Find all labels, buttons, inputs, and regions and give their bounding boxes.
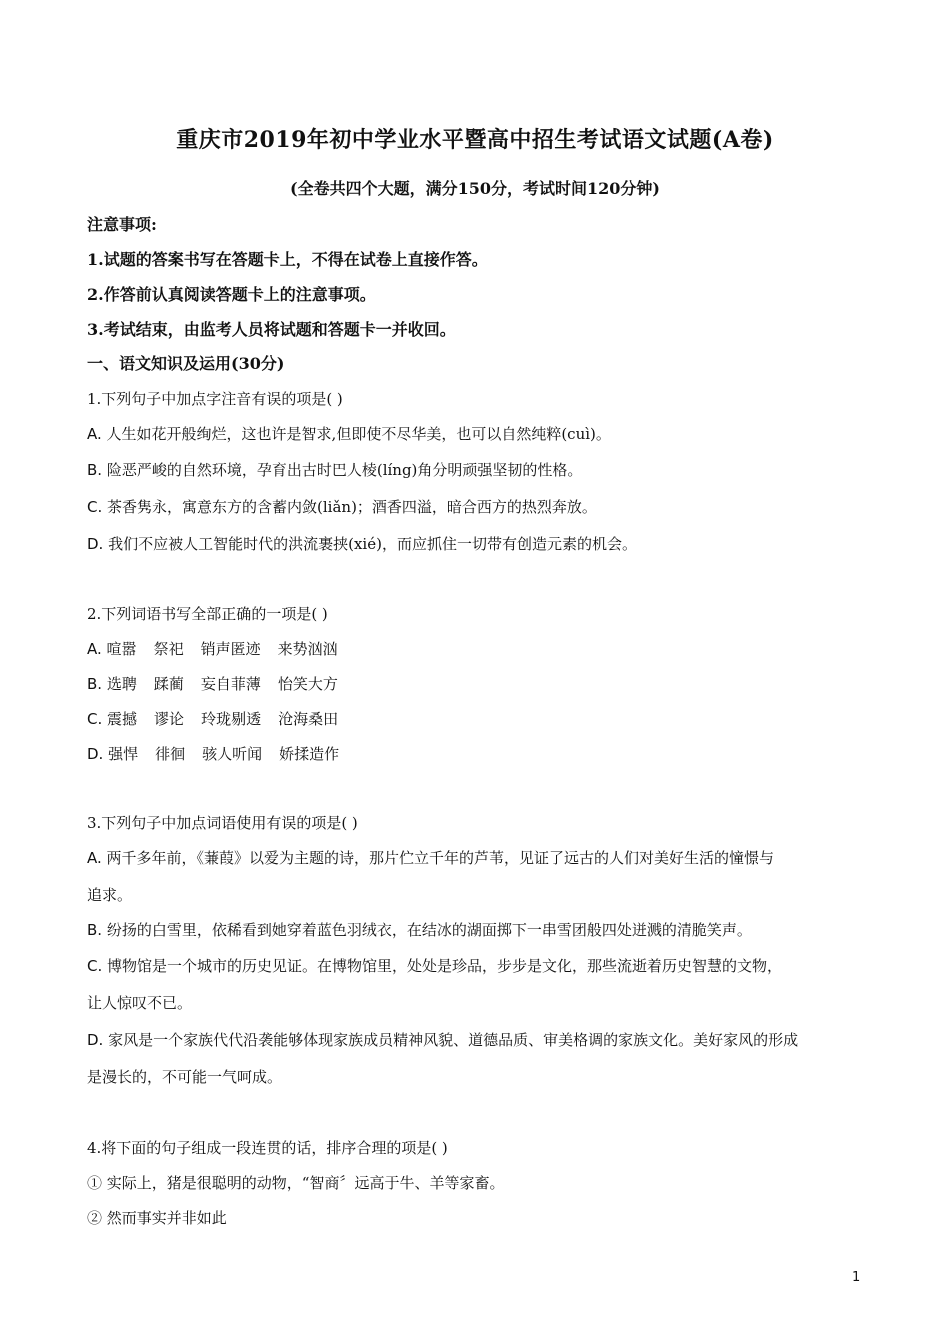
notice-item: 3.考试结束，由监考人员将试题和答题卡一并收回。 [87, 320, 456, 339]
question-2-option-c [87, 707, 877, 731]
option-word: 娇揉造作 [279, 745, 340, 763]
option-word: 妄自菲薄 [200, 675, 261, 693]
question-4-sentence: ① 实际上，猪是很聪明的动物，“智商〞远高于牛、羊等家畜。 [87, 1174, 505, 1192]
question-1-option-a [87, 422, 877, 446]
question-1-option-d [87, 532, 877, 556]
option-letter: B. [87, 675, 103, 693]
page-number: 1 [852, 1270, 861, 1285]
notice-heading: 注意事项: [87, 215, 157, 234]
option-word: 徘徊 [155, 745, 186, 763]
option-letter: C. [87, 498, 103, 516]
option-word: 销声匿迹 [200, 640, 261, 658]
notice-item: 1.试题的答案书写在答题卡上，不得在试卷上直接作答。 [87, 250, 488, 269]
option-word: 骇人听闻 [202, 745, 263, 763]
option-word: 选聘 [106, 675, 137, 693]
option-word: 震撼 [107, 710, 138, 728]
option-continuation: 追求。 [87, 886, 133, 904]
option-word: 玲珑剔透 [201, 710, 262, 728]
option-letter: B. [87, 921, 103, 939]
option-text: 我们不应被人工智能时代的洪流裹挟(xié)，而应抓住一切带有创造元素的机会。 [108, 535, 637, 553]
question-3-option-b [87, 918, 877, 942]
question-1-option-c [87, 495, 877, 519]
option-text: 家风是一个家族代代沿袭能够体现家族成员精神风貌、道德品质、审美格调的家族文化。美好家风的形成 [108, 1031, 799, 1049]
question-4-stem: 4.将下面的句子组成一段连贯的话，排序合理的项是( ) [87, 1139, 448, 1157]
question-3-option-a [87, 846, 877, 870]
option-word: 蹂蔺 [153, 675, 184, 693]
option-letter: A. [87, 640, 102, 658]
option-letter: A. [87, 425, 102, 443]
option-text: 险恶严峻的自然环境，孕育出古时巴人棱(líng)角分明顽强坚韧的性格。 [106, 461, 583, 479]
option-text: 纷扬的白雪里，依稀看到她穿着蓝色羽绒衣，在结冰的湖面掷下一串雪团般四处迸溅的清脆笑声。 [106, 921, 752, 939]
option-text: 人生如花开般绚烂，这也许是智求,但即使不尽华美，也可以自然纯粹(cuì)。 [106, 425, 611, 443]
question-1-stem: 1.下列句子中加点字注音有误的项是( ) [87, 390, 343, 408]
question-3-stem: 3.下列句子中加点词语使用有误的项是( ) [87, 814, 358, 832]
question-2-option-d [87, 742, 877, 766]
option-text: 两千多年前，《蒹葭》以爱为主题的诗，那片伫立千年的芦苇，见证了远古的人们对美好生活的憧憬与 [106, 849, 775, 867]
option-letter: C. [87, 957, 103, 975]
section-heading: 一、语文知识及运用(30分) [87, 354, 285, 373]
option-word: 喧嚣 [106, 640, 137, 658]
page-subtitle: (全卷共四个大题，满分150分，考试时间120分钟) [290, 179, 660, 198]
option-letter: D. [87, 1031, 104, 1049]
option-letter: A. [87, 849, 102, 867]
option-word: 祭祀 [153, 640, 184, 658]
question-3-option-c [87, 954, 877, 978]
question-3-option-d [87, 1028, 877, 1052]
option-letter: B. [87, 461, 103, 479]
option-text: 茶香隽永，寓意东方的含蓄内敛(liǎn)；酒香四溢，暗合西方的热烈奔放。 [107, 498, 597, 516]
option-letter: D. [87, 745, 104, 763]
question-4-sentence: ② 然而事实并非如此 [87, 1209, 227, 1227]
option-letter: D. [87, 535, 104, 553]
option-continuation: 是漫长的，不可能一气呵成。 [87, 1068, 283, 1086]
option-letter: C. [87, 710, 103, 728]
option-word: 沧海桑田 [278, 710, 339, 728]
question-2-option-a [87, 637, 877, 661]
option-text: 博物馆是一个城市的历史见证。在博物馆里，处处是珍品，步步是文化，那些流逝着历史智慧的文物， [107, 957, 783, 975]
question-2-stem: 2.下列词语书写全部正确的一项是( ) [87, 605, 328, 623]
option-continuation: 让人惊叹不已。 [87, 994, 193, 1012]
question-2-option-b [87, 672, 877, 696]
question-1-option-b [87, 458, 877, 482]
page-title: 重庆市2019年初中学业水平暨高中招生考试语文试题(A卷) [176, 127, 774, 153]
option-word: 来势汹汹 [277, 640, 338, 658]
option-word: 怡笑大方 [277, 675, 338, 693]
option-word: 谬论 [154, 710, 185, 728]
notice-item: 2.作答前认真阅读答题卡上的注意事项。 [87, 285, 376, 304]
option-word: 强悍 [108, 745, 139, 763]
